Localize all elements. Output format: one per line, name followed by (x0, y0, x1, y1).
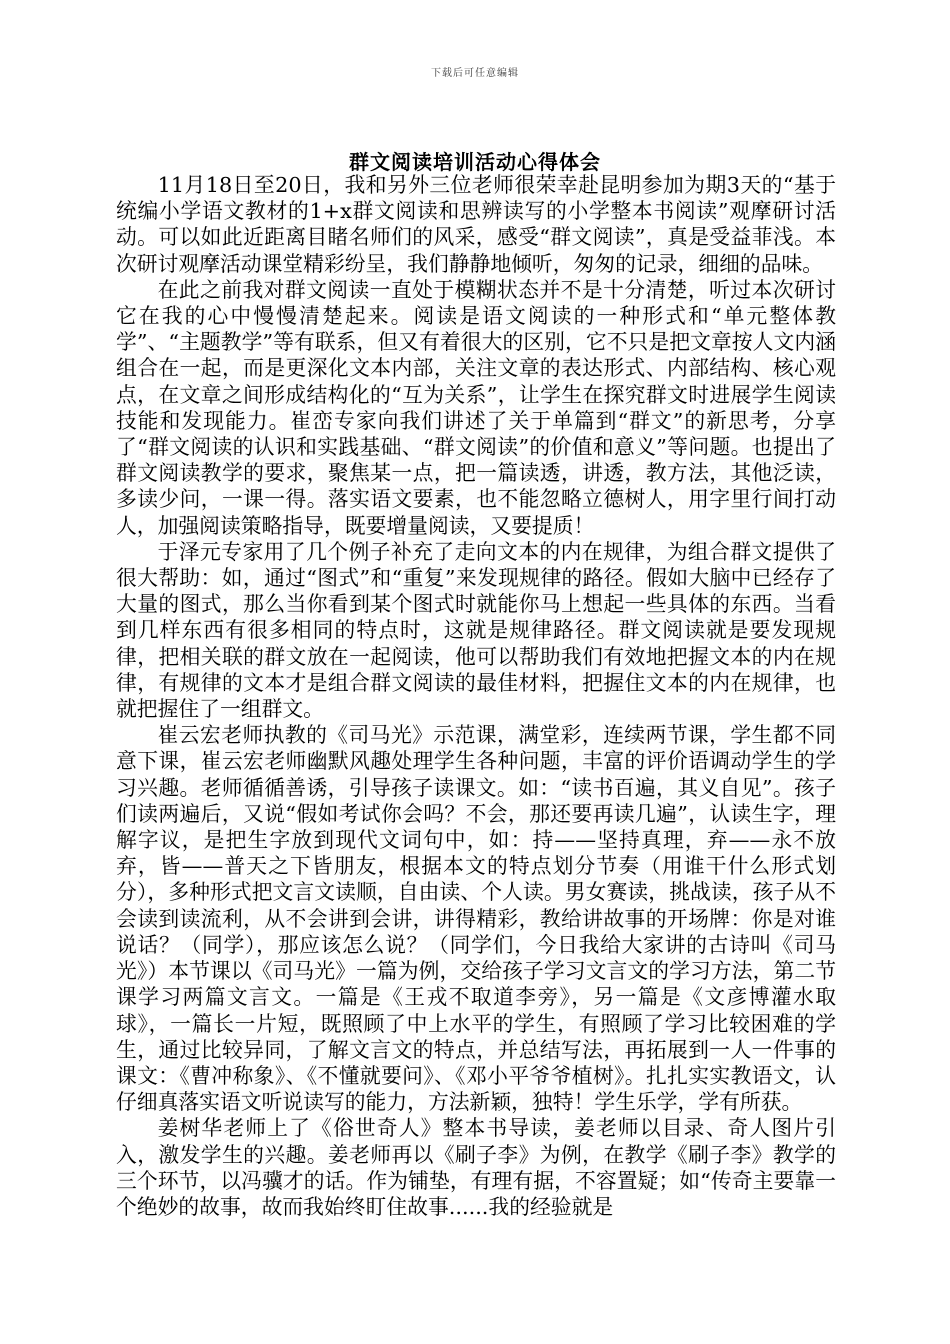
paragraph-5: 姜树华老师上了《俗世奇人》整本书导读，姜老师以目录、奇人图片引入，激发学生的兴趣。姜老师再以《刷子李》为例，在教学《刷子李》教学的三个环节，以冯骥才的话。作为铺垫，有理有据，不容置疑；如“传奇主要靠一个绝妙的故事，故而我始终盯住故事......我的经验就是 (116, 1116, 836, 1219)
document-body (116, 172, 836, 1220)
paragraph-4: 崔云宏老师执教的《司马光》示范课，满堂彩，连续两节课，学生都不同意下课，崔云宏老师幽默风趣处理学生各种问题，丰富的评价语调动学生的学习兴趣。老师循循善诱，引导孩子读课文。如：“读书百遍，其义自见”。孩子们读两遍后，又说“假如考试你会吗？不会，那还要再读几遍”，认读生字，理解字议，是把生字放到现代文词句中，如：持——坚持真理，弃——永不放弃，皆——普天之下皆朋友，根据本文的特点划分节奏（用谁干什么形式划分），多种形式把文言文读顺，自由读、个人读。男女赛读，挑战读，孩子从不会读到读流利，从不会讲到会讲，讲得精彩，教给讲故事的开场牌：你是对谁说话？（同学），那应该怎么说？（同学们，今日我给大家讲的古诗叫《司马光》）本节课以《司马光》一篇为例，交给孩子学习文言文的学习方法，第二节课学习两篇文言文。一篇是《王戎不取道李旁》，另一篇是《文彦博灌水取球》，一篇长一片短，既照顾了中上水平的学生，有照顾了学习比较困难的学生，通过比较异同，了解文言文的特点，并总结写法，再拓展到一人一件事的课文：《曹冲称象》、《不懂就要问》、《邓小平爷爷植树》。扎扎实实教语文，认仔细真落实语文听说读写的能力，方法新颖，独特！学生乐学，学有所获。 (116, 723, 836, 1115)
paragraph-1: 11月18日至20日，我和另外三位老师很荣幸赴昆明参加为期3天的“基于统编小学语文教材的1+x群文阅读和思辨读写的小学整本书阅读”观摩研讨活动。可以如此近距离目睹名师们的风采，感受“群文阅读”，真是受益菲浅。本次研讨观摩活动课堂精彩纷呈，我们静静地倾听，匆匆的记录，细细的品味。 (116, 173, 836, 276)
header-note: 下载后可任意编辑 (431, 68, 519, 79)
document-title: 群文阅读培训活动心得体会 (349, 150, 601, 174)
paragraph-2: 在此之前我对群文阅读一直处于模糊状态并不是十分清楚，听过本次研讨它在我的心中慢慢清楚起来。阅读是语文阅读的一种形式和“单元整体教学”、“主题教学”等有联系，但又有着很大的区别，它不只是把文章按人文内涵组合在一起，而是更深化文本内部，关注文章的表达形式、内部结构、核心观点，在文章之间形成结构化的“互为关系”，让学生在探究群文时进展学生阅读技能和发现能力。崔峦专家向我们讲述了关于单篇到“群文”的新思考，分享了“群文阅读的认识和实践基础、“群文阅读”的价值和意义”等问题。也提出了群文阅读教学的要求，聚焦某一点，把一篇读透，讲透，教方法，其他泛读，多读少问，一课一得。落实语文要素，也不能忽略立德树人，用字里行间打动人，加强阅读策略指导，既要增量阅读，又要提质！ (116, 277, 836, 538)
paragraph-3: 于泽元专家用了几个例子补充了走向文本的内在规律，为组合群文提供了很大帮助：如，通过“图式”和“重复”来发现规律的路径。假如大脑中已经存了大量的图式，那么当你看到某个图式时就能你马上想起一些具体的东西。当看到几样东西有很多相同的特点时，这就是规律路径。群文阅读就是要发现规律，把相关联的群文放在一起阅读，他可以帮助我们有效地把握文本的内在规律，有规律的文本才是组合群文阅读的最佳材料，把握住文本的内在规律，也就把握住了一组群文。 (116, 539, 836, 722)
